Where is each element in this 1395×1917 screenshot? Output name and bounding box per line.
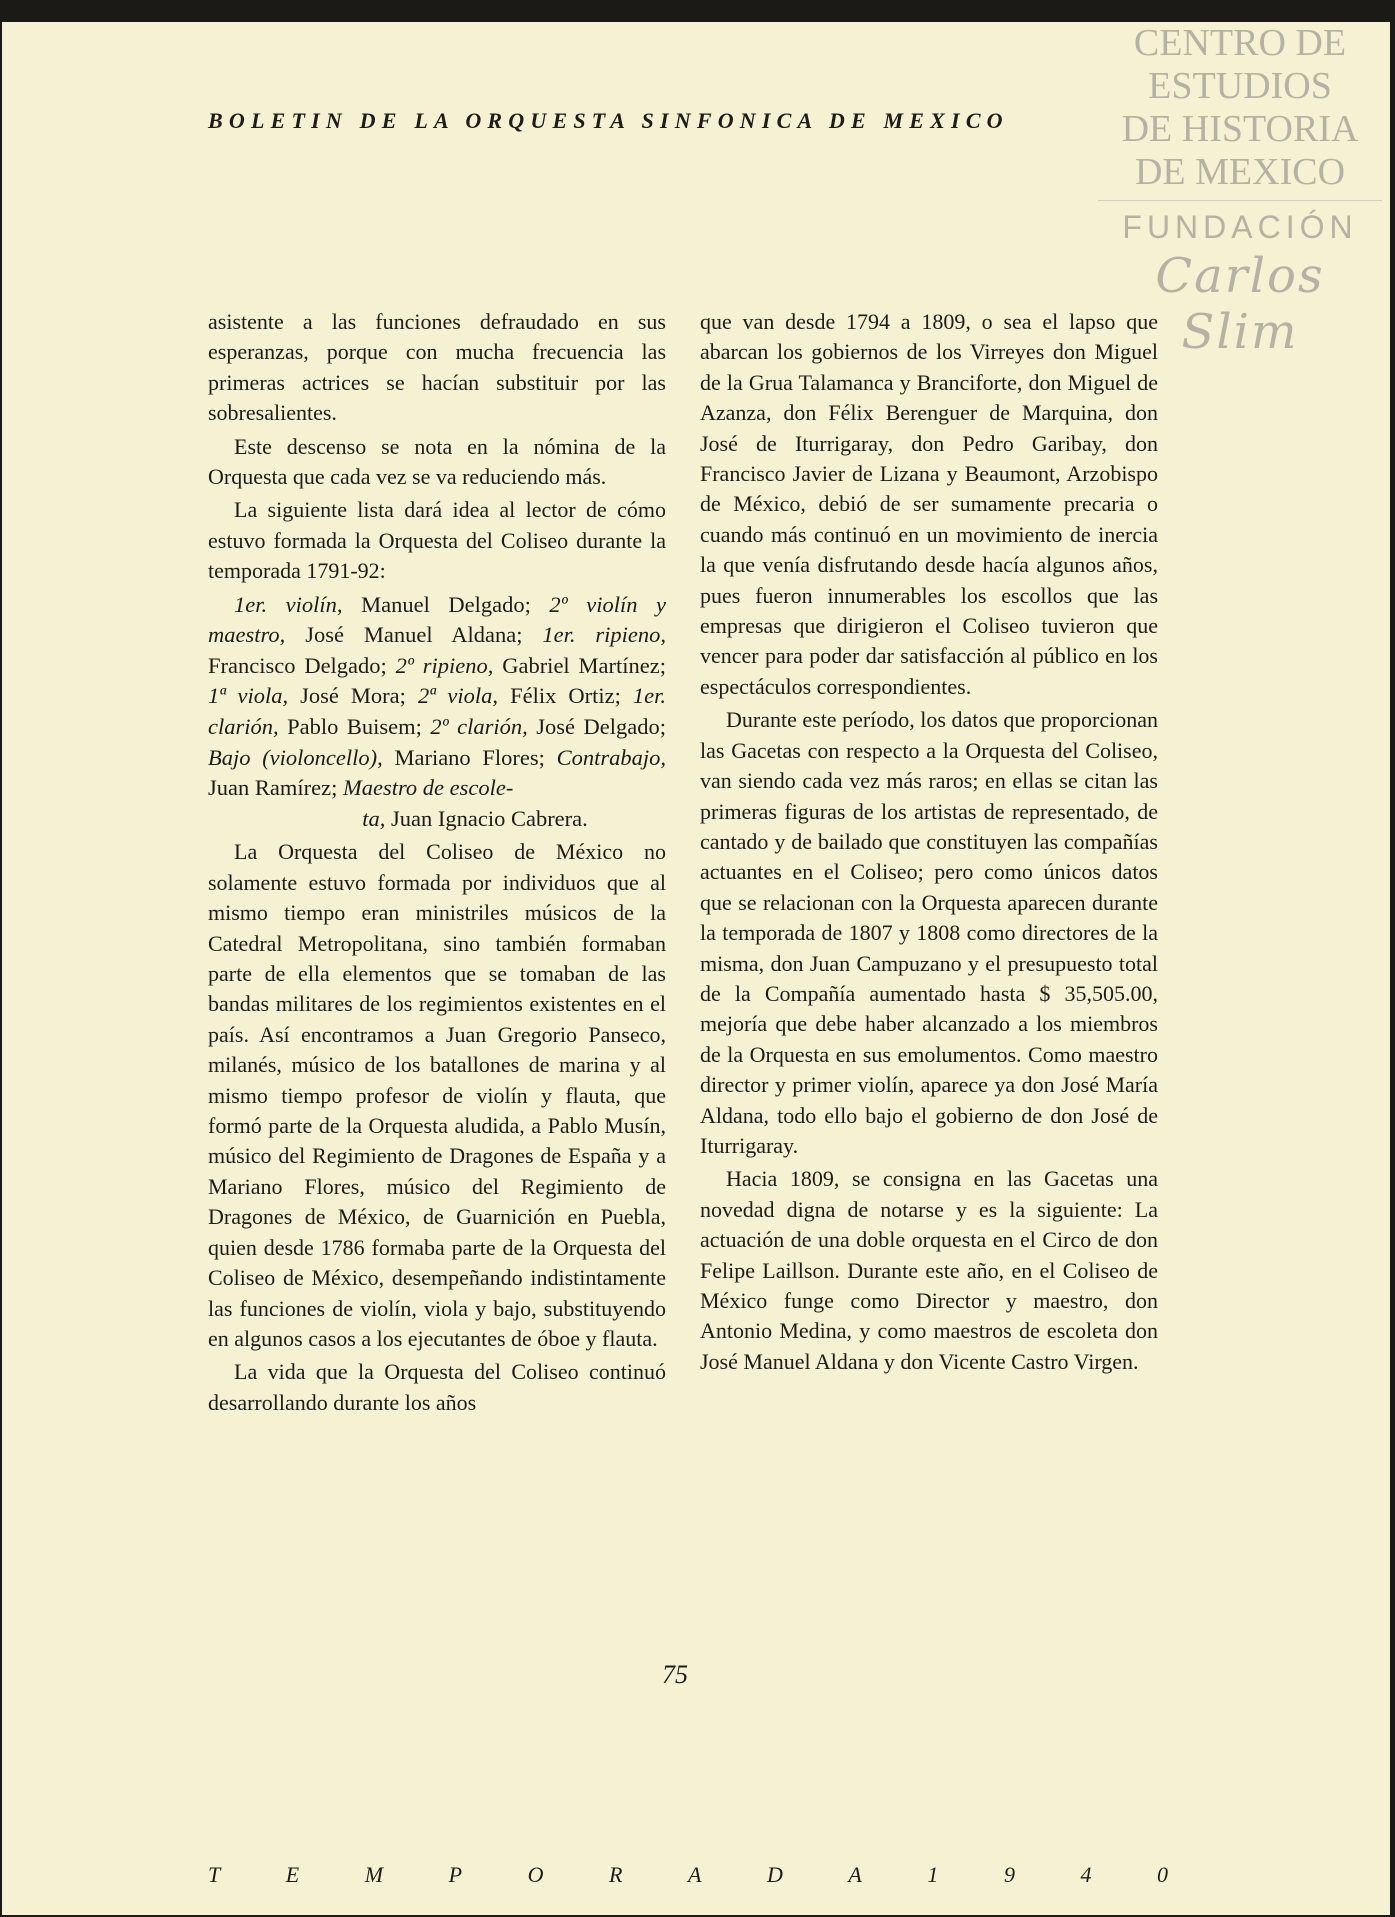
footer-letter: 9 xyxy=(1003,1862,1015,1887)
roster-role: Maestro de escole- xyxy=(342,775,514,801)
roster-name: Félix Ortiz; xyxy=(498,683,633,709)
right-column xyxy=(700,307,1158,1377)
roster-role: ta, xyxy=(362,805,386,831)
running-header: BOLETIN DE LA ORQUESTA SINFONICA DE MEXICO xyxy=(208,108,1009,133)
roster-role: 1er. clarión, xyxy=(208,683,666,740)
footer-letter: M xyxy=(364,1862,384,1887)
footer-letter: 1 xyxy=(927,1862,939,1887)
paragraph: La vida que la Orquesta del Coliseo continuó desarrollando durante los años xyxy=(208,1359,666,1415)
roster-name: Gabriel Martínez; xyxy=(493,652,666,678)
roster-role: 2ª viola, xyxy=(417,683,499,709)
paragraph: Este descenso se nota en la nómina de la Orquesta que cada vez se va reduciendo más. xyxy=(208,433,666,490)
footer-letter: E xyxy=(285,1862,300,1887)
roster-name: José Mora; xyxy=(288,683,418,709)
roster-role: 2º ripieno, xyxy=(395,652,494,678)
footer-letter: A xyxy=(688,1862,702,1887)
footer-letter: P xyxy=(448,1862,463,1887)
watermark-line-2: ESTUDIOS xyxy=(1148,65,1332,107)
watermark-line-3: DE HISTORIA xyxy=(1121,108,1359,150)
document-page xyxy=(2,22,1390,1915)
paragraph: Hacia 1809, se consigna en las Gacetas una novedad digna de notarse y es la siguiente: La actuación de una doble orquesta en el Circo de don Felipe Laillson. Durante este año, en el Coliseo de México funge como Director y maestro, don Antonio Medina, y como maestros de escoleta don José Manuel Aldana y don Vicente Castro Virgen. xyxy=(700,1166,1158,1374)
watermark-signature: Carlos Slim xyxy=(1155,248,1325,360)
roster-role: 1ª viola, xyxy=(208,683,289,709)
roster-name: Mariano Flores; xyxy=(382,744,557,770)
footer-letter: D xyxy=(767,1862,783,1887)
roster-role: Bajo (violoncello), xyxy=(208,744,383,770)
roster-last-line xyxy=(208,804,666,835)
paragraph: La siguiente lista dará idea al lector de cómo estuvo formada la Orquesta del Coliseo durante la temporada 1791-92: xyxy=(208,497,666,584)
watermark-line-1: CENTRO DE xyxy=(1133,22,1347,64)
footer-letter: O xyxy=(527,1862,544,1887)
paragraph: Durante este período, los datos que proporcionan las Gacetas con respecto a la Orquesta del Coliseo, van siendo cada vez más raros; en ellas se citan las primeras figuras de los artistas de representado, de cantado y de bailado que constituyen las compañías actuantes en el Coliseo; pero como únicos datos que se relacionan con la Orquesta aparecen durante la temporada de 1807 y 1808 como directores de la misma, don Juan Campuzano y el presupuesto total de la Compañía aumentado hasta $ 35,505.00, mejoría que debe haber alcanzado a los miembros de la Orquesta en sus emolumentos. Como maestro director y primer violín, aparece ya don José María Aldana, todo ello bajo el gobierno de don José de Iturrigaray. xyxy=(700,707,1158,1158)
footer-letter: A xyxy=(848,1862,862,1887)
footer-letter: T xyxy=(208,1862,221,1887)
footer-letter: 0 xyxy=(1157,1862,1168,1887)
left-column xyxy=(208,307,666,1418)
roster-name: Juan Ignacio Cabrera. xyxy=(385,805,588,831)
roster-role: Contrabajo, xyxy=(556,744,666,770)
roster-name: Pablo Buisem; xyxy=(278,714,431,740)
footer-letter: R xyxy=(609,1862,623,1887)
roster-role: 1er. ripieno, xyxy=(542,622,667,648)
roster-name: Juan Ramírez; xyxy=(208,775,343,801)
page-number: 75 xyxy=(662,1660,688,1689)
roster-name: José Manuel Aldana; xyxy=(285,622,543,648)
orchestra-roster xyxy=(208,590,666,835)
roster-name: Manuel Delgado; xyxy=(342,591,550,617)
roster-name: José Delgado; xyxy=(527,714,666,740)
roster-name: Francisco Delgado; xyxy=(208,652,396,678)
watermark-fundacion: FUNDACIÓN xyxy=(1122,209,1358,245)
watermark-divider xyxy=(1098,200,1382,201)
paragraph: que van desde 1794 a 1809, o sea el lapso que abarcan los gobiernos de los Virreyes don Miguel de la Grua Talamanca y Branciforte, don Miguel de Azanza, don Félix Berenguer de Marquina, don José de Iturrigaray, don Pedro Garibay, don Francisco Javier de Lizana y Beaumont, Arzobispo de México, debió de ser sumamente precaria o cuando más continuó en un movimiento de inercia la que venía disfrutando desde hacía algunos años, pues fueron innumerables los escollos que las empresas que dirigieron el Coliseo tuvieron que vencer para poder dar satisfacción al público en los espectáculos correspondientes. xyxy=(700,309,1158,699)
paragraph: La Orquesta del Coliseo de México no solamente estuvo formada por individuos que al mismo tiempo eran ministriles músicos de la Catedral Metropolitana, sino también formaban parte de ella elementos que se tomaban de las bandas militares de los regimientos existentes en el país. Así encontramos a Juan Gregorio Panseco, milanés, músico de los batallones de marina y al mismo tiempo profesor de violín y flauta, que formó parte de la Orquesta aludida, a Pablo Musín, músico del Regimiento de Dragones de España y a Mariano Flores, músico del Regimiento de Dragones de México, de Guarnición en Puebla, quien desde 1786 formaba parte de la Orquesta del Coliseo de México, desempeñando indistintamente las funciones de violín, viola y bajo, substituyendo en algunos casos a los ejecutantes de óboe y flauta. xyxy=(208,839,666,1351)
roster-role: 1er. violín, xyxy=(234,591,343,617)
footer-letter: 4 xyxy=(1080,1862,1092,1887)
paragraph: asistente a las funciones defraudado en sus esperanzas, porque con mucha frecuencia las primeras actrices se hacían substituir por las sobresalientes. xyxy=(208,309,666,426)
roster-role: 2º violín y maestro, xyxy=(208,591,666,648)
watermark-line-4: DE MEXICO xyxy=(1134,151,1346,193)
roster-role: 2º clarión, xyxy=(430,714,528,740)
footer-season xyxy=(208,1862,1168,1888)
